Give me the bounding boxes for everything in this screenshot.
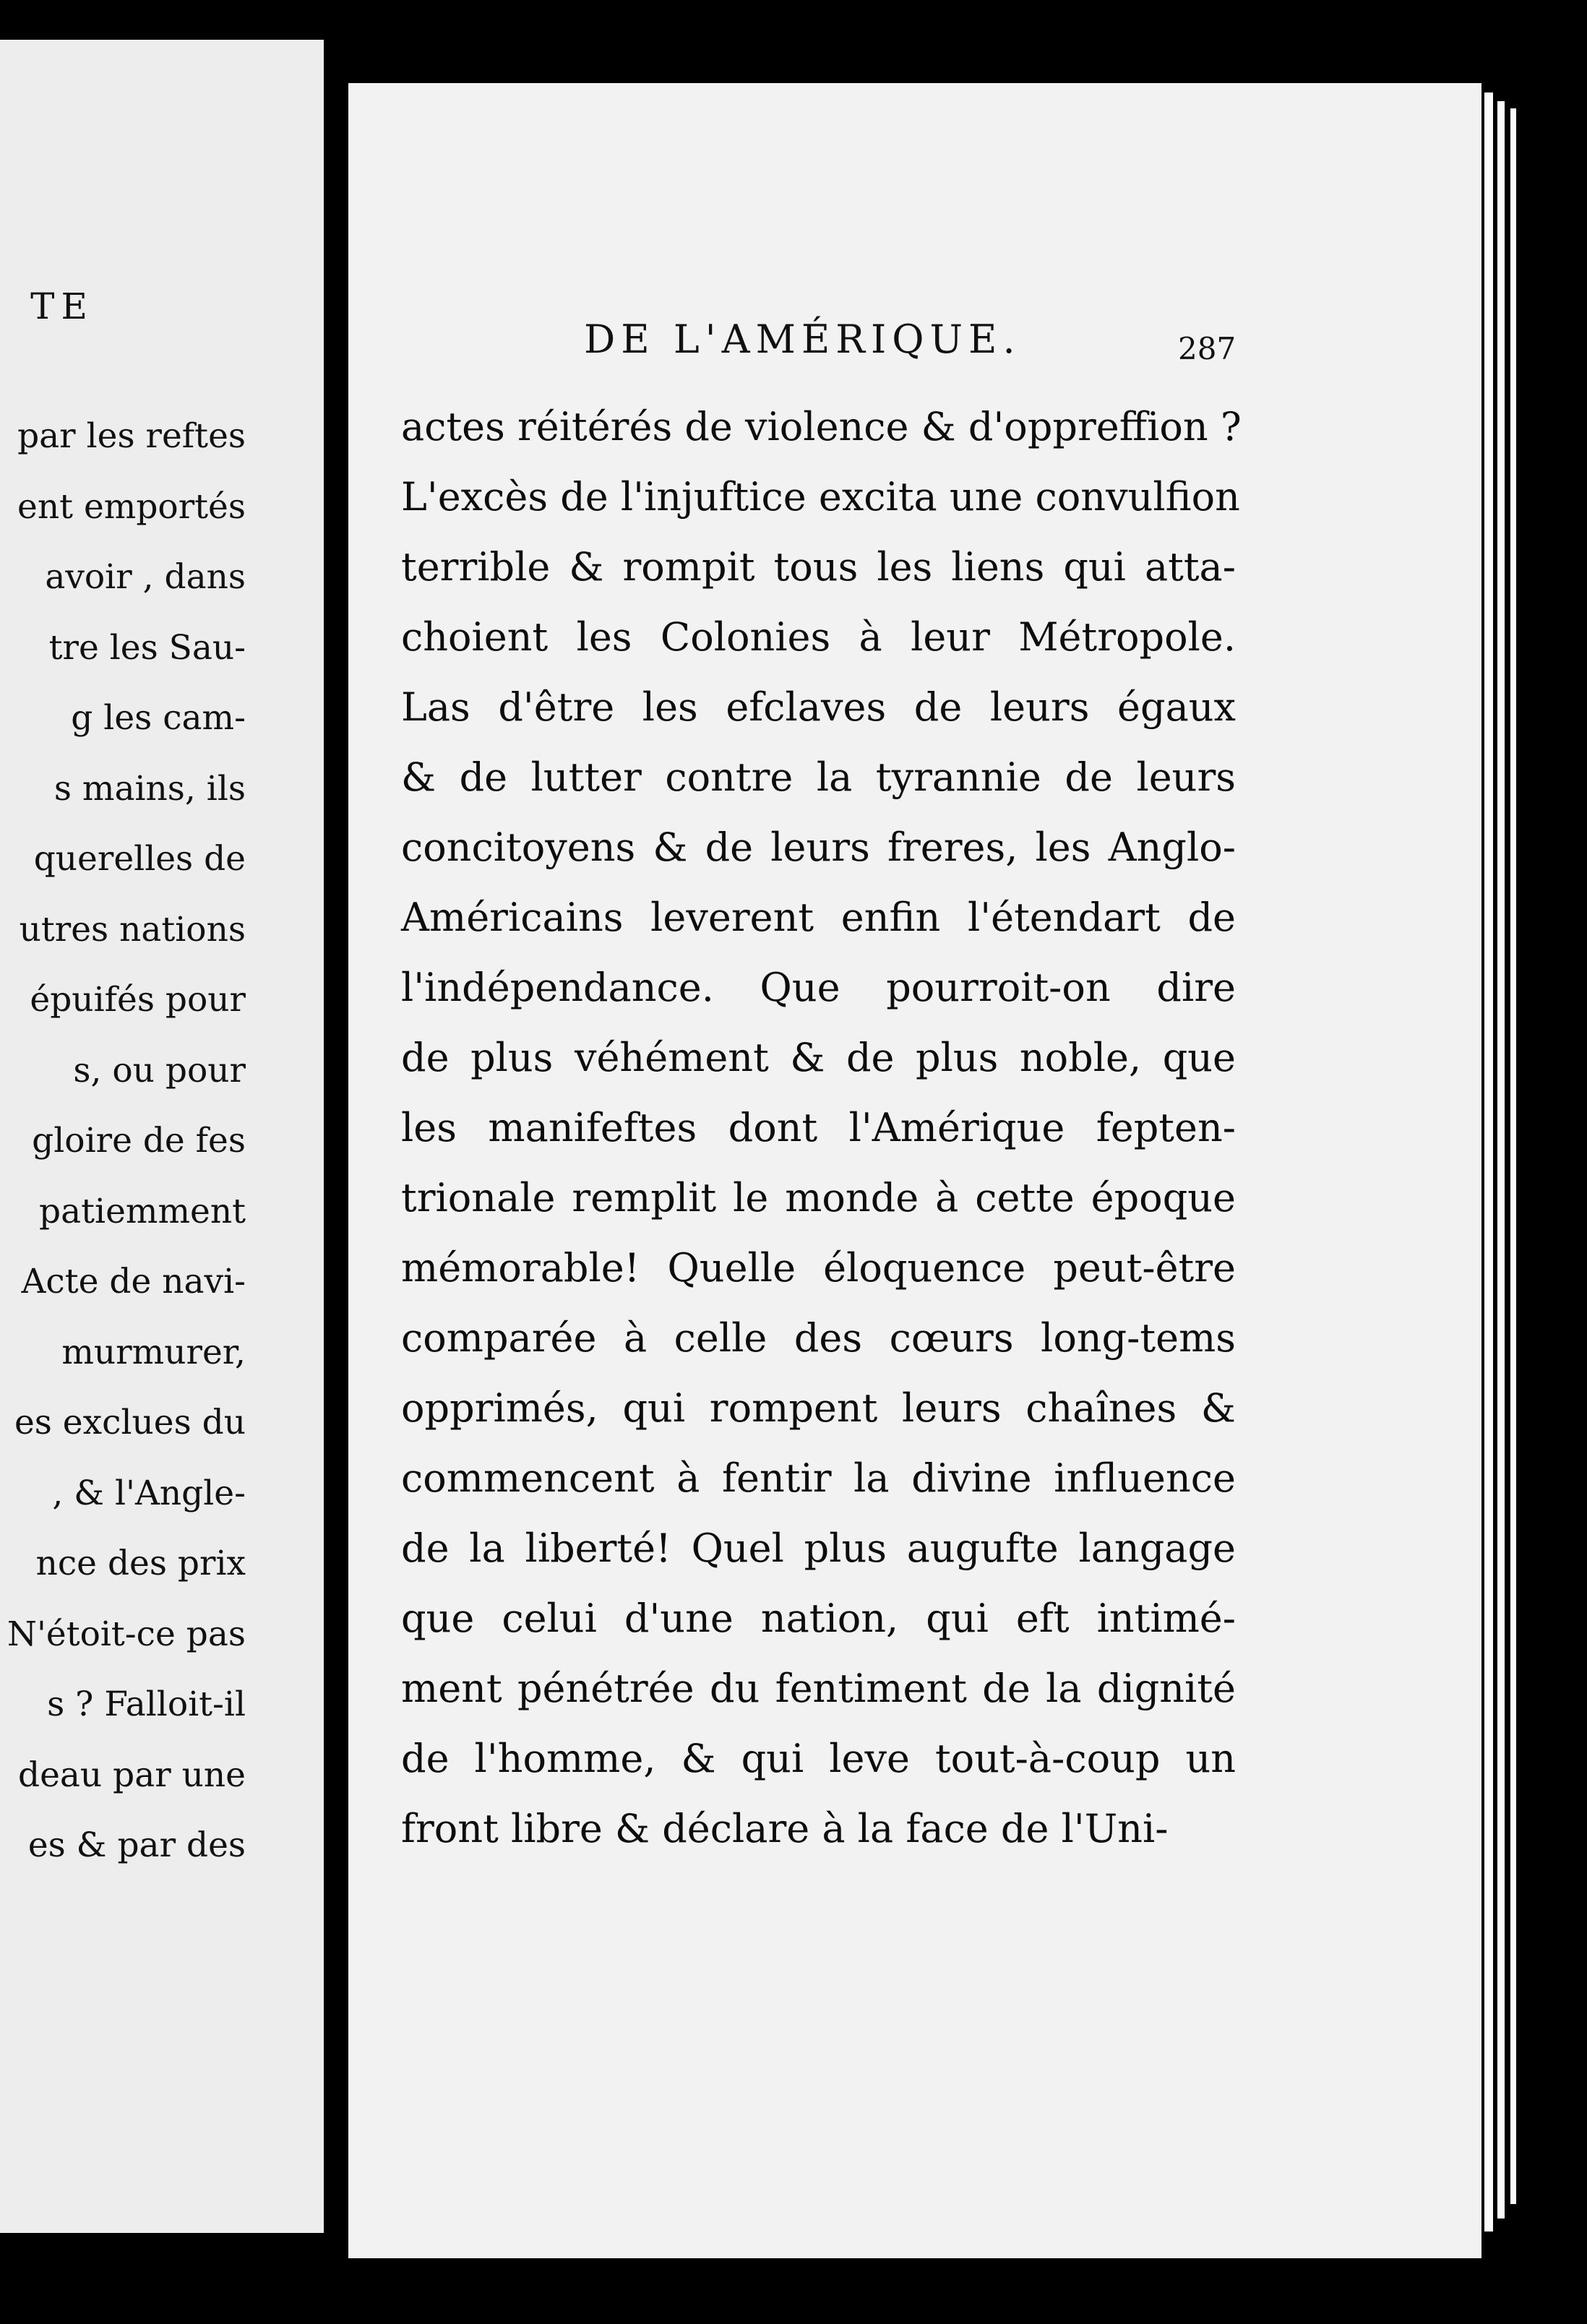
- left-line: es exclues du: [14, 1403, 246, 1442]
- text-line: Las d'être les efclaves de leurs égaux: [401, 684, 1236, 730]
- left-line: épuifés pour: [30, 980, 246, 1020]
- text-line: comparée à celle des cœurs long-tems: [401, 1315, 1236, 1361]
- left-line: N'étoit-ce pas: [7, 1614, 246, 1654]
- left-running-header: TE: [30, 285, 94, 327]
- left-line: Acte de navi-: [21, 1262, 246, 1301]
- text-line: terrible & rompit tous les liens qui atta-: [401, 544, 1236, 590]
- left-line: murmurer,: [61, 1332, 246, 1372]
- left-line: querelles de: [33, 839, 246, 879]
- text-line: front libre & déclare à la face de l'Uni-: [401, 1806, 1169, 1851]
- left-line: deau par une: [17, 1755, 246, 1795]
- text-line: opprimés, qui rompent leurs chaînes &: [401, 1385, 1236, 1431]
- text-line: L'excès de l'injuftice excita une convulfion: [401, 474, 1240, 520]
- left-line: avoir , dans: [45, 557, 246, 597]
- text-line: les manifeftes dont l'Amérique fepten-: [401, 1105, 1236, 1150]
- left-line: ent emportés: [17, 486, 246, 527]
- left-line: nce des prix: [35, 1544, 246, 1583]
- text-line: Américains leverent enfin l'étendart de: [401, 895, 1236, 940]
- left-line: s mains, ils: [53, 768, 246, 809]
- text-line: concitoyens & de leurs freres, les Anglo-: [401, 825, 1236, 870]
- book-gutter: [324, 0, 348, 2324]
- text-line: de plus véhément & de plus noble, que: [401, 1035, 1236, 1080]
- text-line: actes réitérés de violence & d'oppreffion ?: [401, 404, 1242, 449]
- left-line: par les reftes: [17, 416, 246, 456]
- page-number: 287: [1178, 331, 1237, 366]
- left-page-text: [0, 401, 246, 1881]
- left-line: , & l'Angle-: [52, 1473, 246, 1513]
- text-line: de la liberté! Quel plus augufte langage: [401, 1525, 1236, 1571]
- text-line: mémorable! Quelle éloquence peut-être: [401, 1245, 1236, 1291]
- left-line: tre les Sau-: [48, 627, 246, 668]
- text-line: que celui d'une nation, qui eft intimé-: [401, 1596, 1236, 1641]
- text-line: ment pénétrée du fentiment de la dignité: [401, 1666, 1236, 1711]
- left-line: s, ou pour: [73, 1050, 246, 1090]
- left-line: utres nations: [19, 909, 246, 950]
- left-line: s ? Falloit-il: [47, 1684, 246, 1724]
- page-edge: [1510, 108, 1516, 2204]
- left-page: [0, 40, 324, 2233]
- text-line: & de lutter contre la tyrannie de leurs: [401, 754, 1236, 800]
- text-line: choient les Colonies à leur Métropole.: [401, 614, 1236, 660]
- page-edge: [1484, 92, 1493, 2232]
- left-line: patiemment: [39, 1191, 246, 1231]
- text-line: commencent à fentir la divine influence: [401, 1455, 1236, 1501]
- running-header: DE L'AMÉRIQUE.: [584, 317, 1021, 362]
- left-line: g les cam-: [71, 698, 246, 738]
- text-line: de l'homme, & qui leve tout-à-coup un: [401, 1736, 1236, 1781]
- right-page-text: [401, 392, 1242, 1864]
- text-line: l'indépendance. Que pourroit-on dire: [401, 965, 1236, 1010]
- left-line: es & par des: [27, 1825, 246, 1865]
- page-edge: [1497, 101, 1505, 2218]
- text-line: trionale remplit le monde à cette époque: [401, 1175, 1236, 1221]
- left-line: gloire de fes: [32, 1121, 246, 1161]
